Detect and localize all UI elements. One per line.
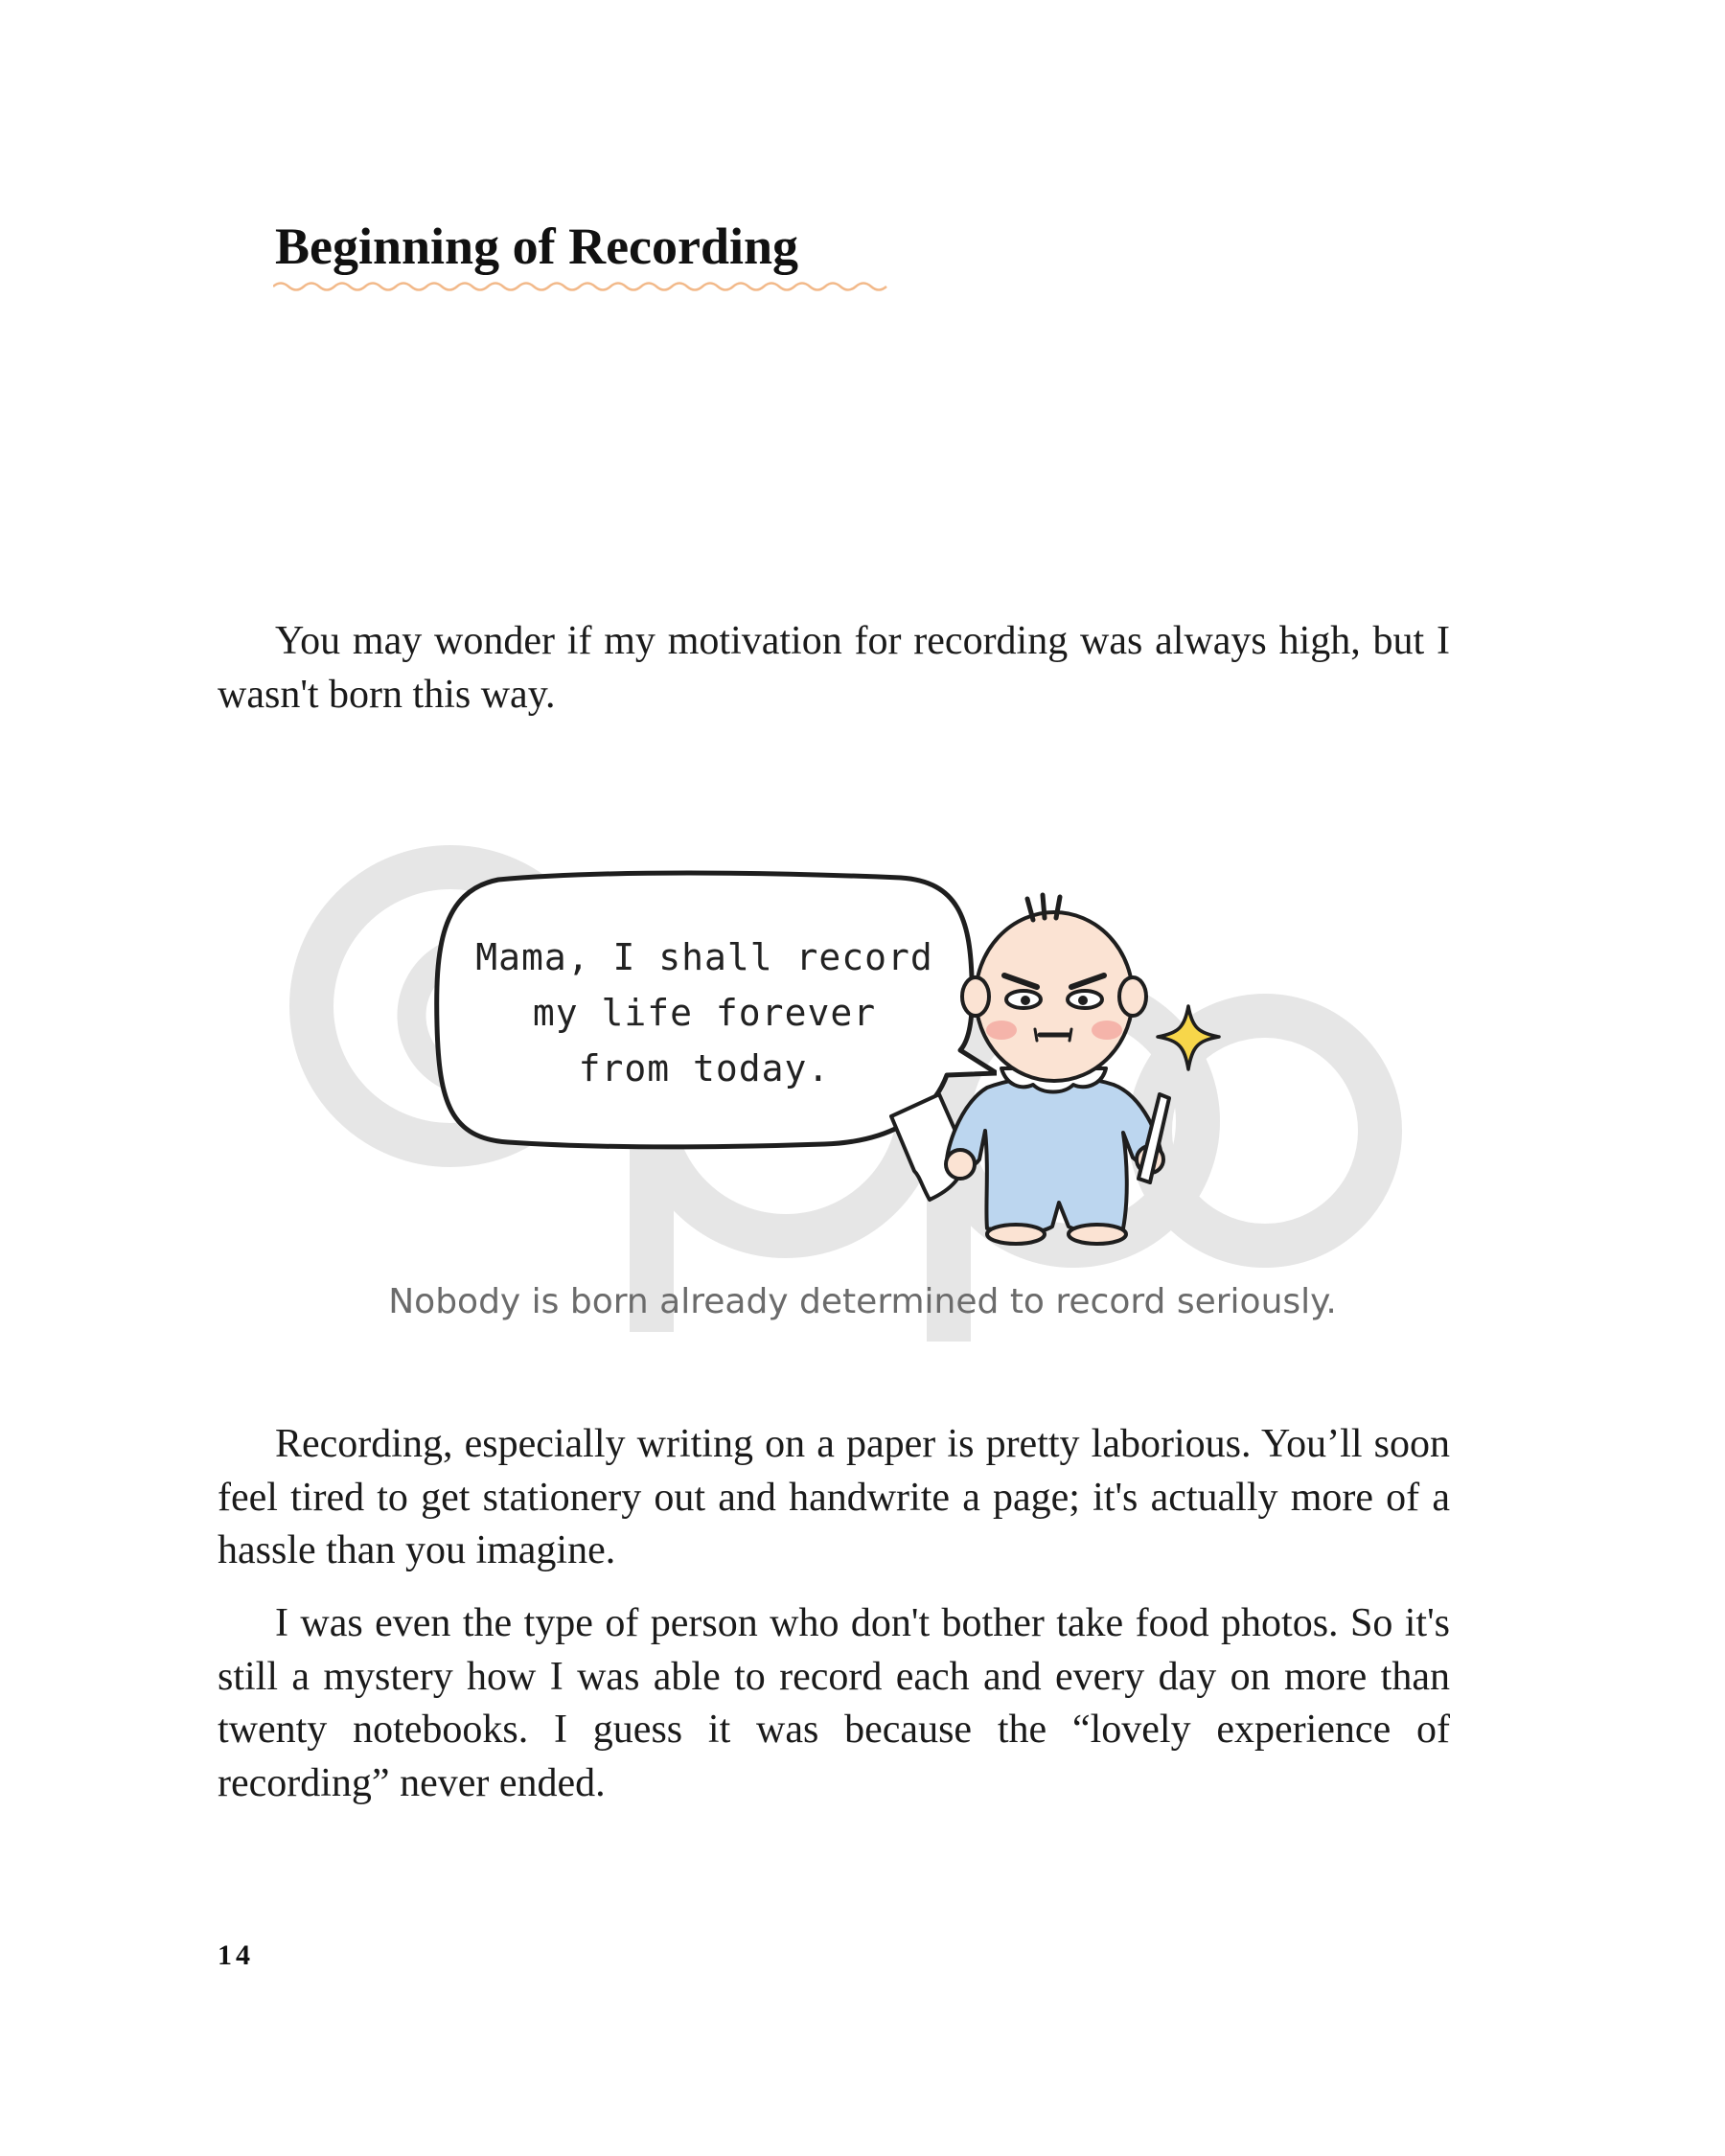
- speech-line-2: my life forever: [532, 992, 877, 1034]
- speech-line-3: from today.: [578, 1047, 831, 1089]
- sparkle-icon: [1158, 1006, 1219, 1069]
- chapter-heading: Beginning of Recording: [275, 218, 799, 275]
- page-number: 14: [218, 1939, 254, 1971]
- baby-illustration: [872, 872, 1236, 1255]
- speech-bubble-text: [470, 929, 939, 1096]
- paragraph-mystery: I was even the type of person who don't bother take food photos. So it's still a mystery how I was able to record each and every day on more than twenty notebooks. I guess it was because the “lovely experience of recording” never ended.: [218, 1601, 1450, 1805]
- illustration-caption: Nobody is born already determined to record seriously.: [388, 1282, 1337, 1321]
- wavy-underline: [273, 280, 896, 293]
- paragraph-laborious: Recording, especially writing on a paper is pretty laborious. You’ll soon feel tired to get stationery out and handwrite a page; it's actually more of a hassle than you imagine.: [218, 1422, 1450, 1572]
- speech-line-1: Mama, I shall record: [475, 936, 933, 978]
- paragraph-intro: You may wonder if my motivation for recording was always high, but I wasn't born this way.: [218, 619, 1450, 717]
